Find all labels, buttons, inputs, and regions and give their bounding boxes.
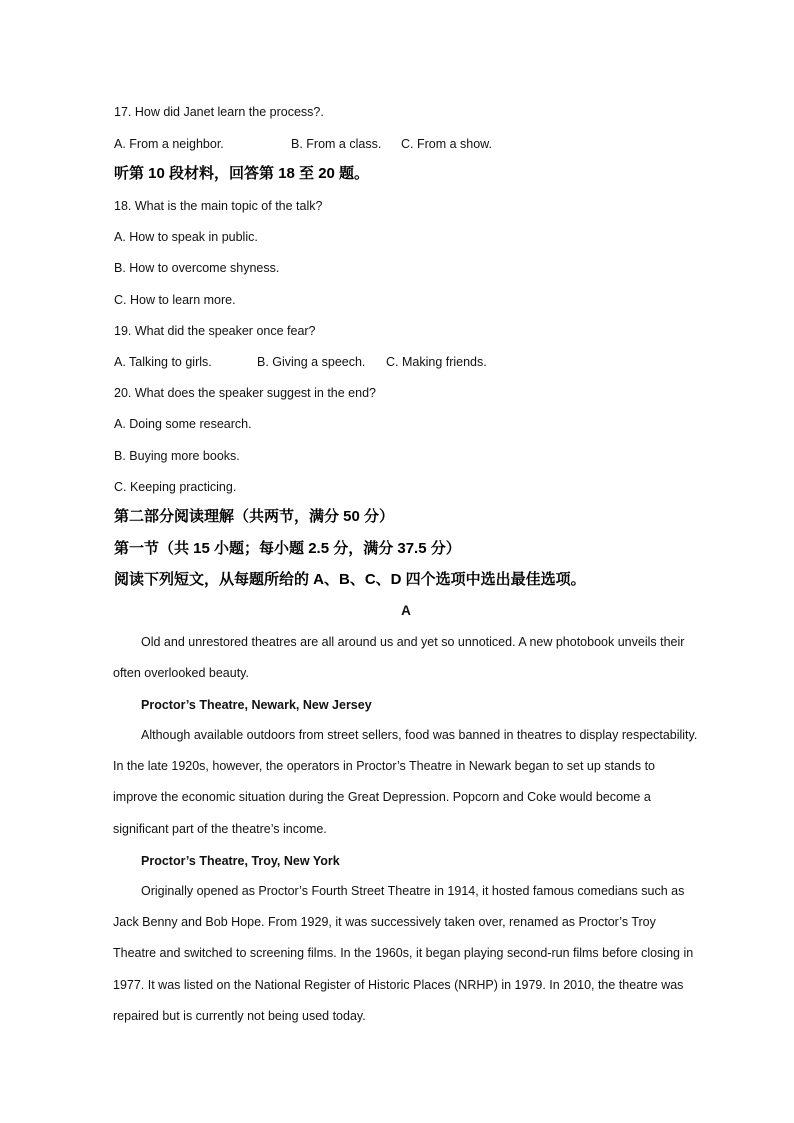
part-2-title: 第二部分阅读理解（共两节，满分 50 分）	[114, 508, 395, 525]
passage-heading-newark: Proctor’s Theatre, Newark, New Jersey	[141, 698, 372, 712]
option-19-b: B. Giving a speech.	[257, 355, 366, 369]
option-18-c: C. How to learn more.	[114, 293, 236, 307]
option-20-b: B. Buying more books.	[114, 449, 240, 463]
option-20-c: C. Keeping practicing.	[114, 480, 237, 494]
option-19-c: C. Making friends.	[386, 355, 487, 369]
passage-intro: Old and unrestored theatres are all around us and yet so unnoticed. A new photobook unveils their often overlooked beauty.	[113, 635, 685, 681]
passage-paragraph-troy: Originally opened as Proctor’s Fourth Street Theatre in 1914, it hosted famous comedians such as Jack Benny and Bob Hope. From 1929, it was successively taken over, renamed as Proctor’s Troy Theatre and switched to screening films. In the 1960s, it began playing second-run films before closing in 1977. It was listed on the National Register of Historic Places (NRHP) in 1979. In 2010, the theatre was repaired but is currently not being used today.	[113, 884, 694, 1023]
option-17-b: B. From a class.	[291, 137, 382, 151]
option-17-c: C. From a show.	[401, 137, 492, 151]
passage-label: A	[401, 603, 411, 618]
reading-instruction: 阅读下列短文，从每题所给的 A、B、C、D 四个选项中选出最佳选项。	[114, 571, 586, 588]
option-20-a: A. Doing some research.	[114, 417, 252, 431]
option-19-a: A. Talking to girls.	[114, 355, 212, 369]
question-19: 19. What did the speaker once fear?	[114, 324, 316, 338]
question-20: 20. What does the speaker suggest in the end?	[114, 386, 376, 400]
section-1-title: 第一节（共 15 小题；每小题 2.5 分，满分 37.5 分）	[114, 540, 461, 557]
question-17: 17. How did Janet learn the process?.	[114, 105, 324, 119]
section-10-header: 听第 10 段材料，回答第 18 至 20 题。	[114, 165, 370, 182]
passage-heading-troy: Proctor’s Theatre, Troy, New York	[141, 854, 340, 868]
option-17-a: A. From a neighbor.	[114, 137, 224, 151]
option-18-a: A. How to speak in public.	[114, 230, 258, 244]
option-18-b: B. How to overcome shyness.	[114, 261, 280, 275]
question-18: 18. What is the main topic of the talk?	[114, 199, 323, 213]
passage-paragraph-newark: Although available outdoors from street sellers, food was banned in theatres to display respectability. In the late 1920s, however, the operators in Proctor’s Theatre in Newark began to set up stands to improve the economic situation during the Great Depression. Popcorn and Coke would become a significant part of the theatre’s income.	[113, 728, 698, 836]
